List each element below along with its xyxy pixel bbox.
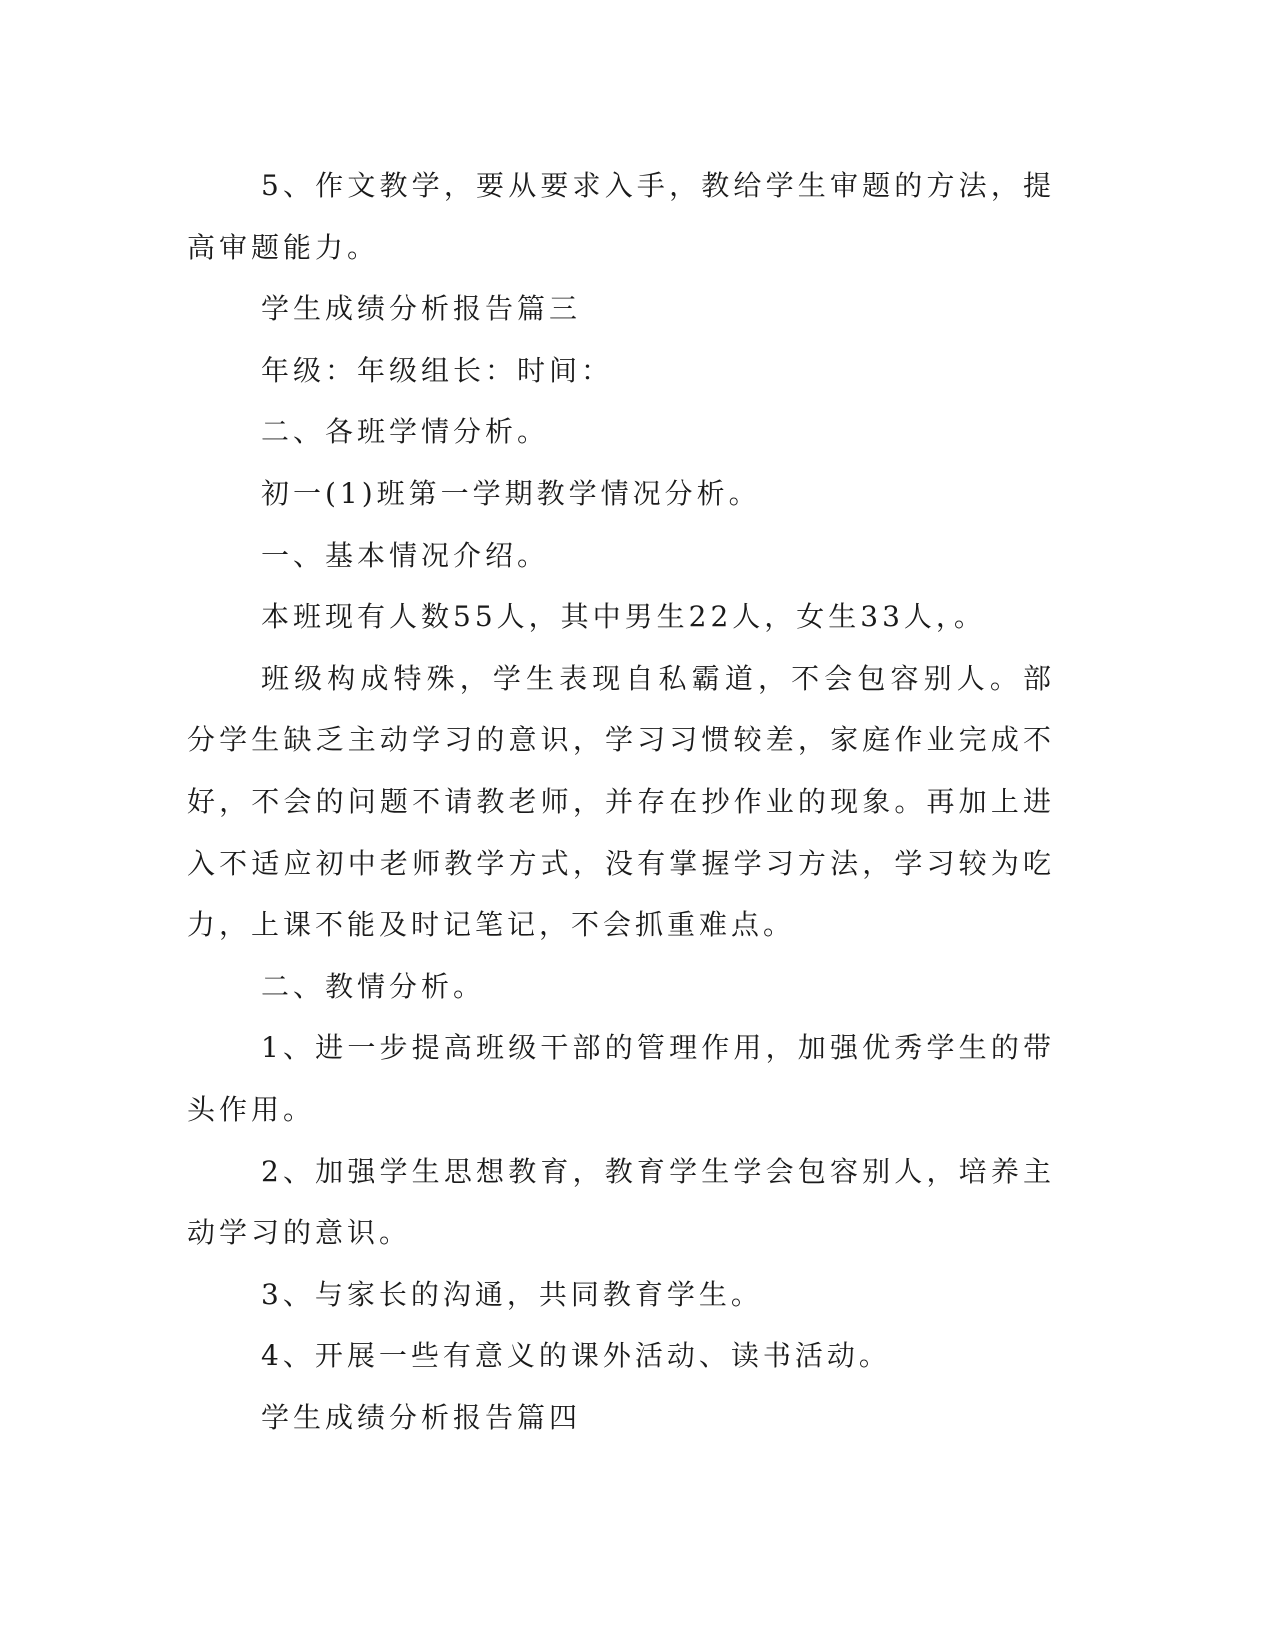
- paragraph-essay-teaching: 5、作文教学，要从要求入手，教给学生审题的方法，提高审题能力。: [187, 169, 1055, 264]
- heading-class-1-analysis: 初一(1)班第一学期教学情况分析。: [261, 476, 761, 510]
- document-page: [187, 155, 1055, 1448]
- list-item-3: 3、与家长的沟通，共同教育学生。: [261, 1277, 763, 1311]
- list-item-4: 4、开展一些有意义的课外活动、读书活动。: [261, 1339, 891, 1373]
- heading-basic-info: 一、基本情况介绍。: [261, 538, 550, 572]
- section-heading-part-four: 学生成绩分析报告篇四: [261, 1400, 582, 1434]
- section-heading-part-three: 学生成绩分析报告篇三: [261, 292, 582, 326]
- heading-class-analysis: 二、各班学情分析。: [261, 415, 550, 449]
- list-item-2: 2、加强学生思想教育，教育学生学会包容别人，培养主动学习的意识。: [187, 1154, 1055, 1250]
- paragraph-class-size: 本班现有人数55人，其中男生22人，女生33人，。: [261, 600, 986, 634]
- list-item-1: 1、进一步提高班级干部的管理作用，加强优秀学生的带头作用。: [187, 1031, 1055, 1126]
- form-fields-line: 年级：年级组长：时间：: [261, 353, 614, 387]
- heading-teaching-analysis: 二、教情分析。: [261, 969, 486, 1003]
- paragraph-class-characteristics: 班级构成特殊，学生表现自私霸道，不会包容别人。部分学生缺乏主动学习的意识，学习习惯较差，家庭作业完成不好，不会的问题不请教老师，并存在抄作业的现象。再加上进入不适应初中老师教学方式，没有掌握学习方法，学习较为吃力，上课不能及时记笔记，不会抓重难点。: [187, 661, 1055, 942]
